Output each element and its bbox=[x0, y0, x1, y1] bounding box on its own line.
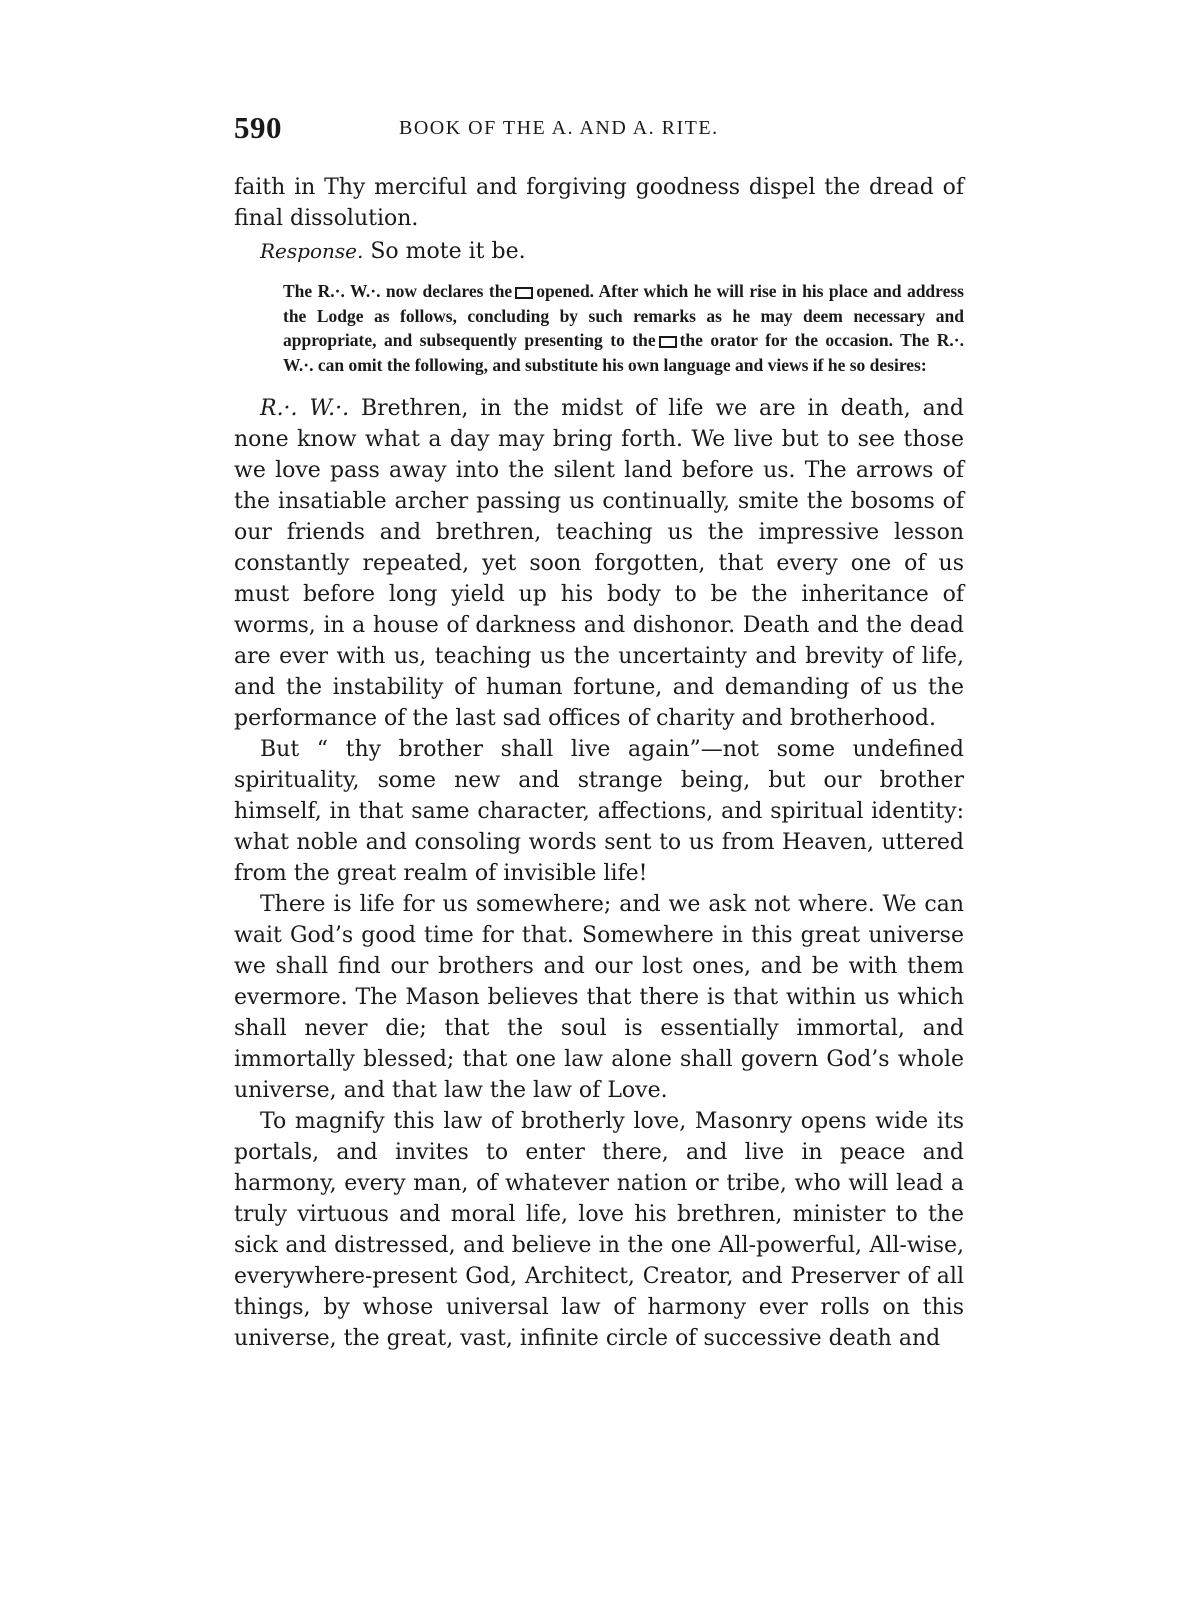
address-paragraph-4: To magnify this law of brotherly love, Masonry opens wide its portals, and invites to enter there, and live in peace and harmony, every man, of whatever nation or tribe, who will lead a truly virtuous and moral life, love his brethren, minister to the sick and distressed, and believe in the one All-powerful, All-wise, everywhere-present God, Architect, Creator, and Preserver of all things, by whose universal law of harmony ever rolls on this universe, the great, vast, infinite circle of successive death and bbox=[234, 1109, 964, 1351]
response-label: Response. bbox=[260, 239, 364, 263]
continued-paragraph: faith in Thy merciful and forgiving goodness dispel the dread of final dissolution. bbox=[234, 175, 964, 231]
address-paragraph-2: But “ thy brother shall live again”—not some undefined spirituality, some new and strange being, but our brother himself, in that same character, affections, and spiritual identity: what noble and consoling words sent to us from Heaven, uttered from the great realm of invisible life! bbox=[234, 737, 964, 886]
speaker-label: R.·. W.·. bbox=[260, 396, 350, 421]
lodge-symbol-icon bbox=[659, 336, 677, 348]
lodge-symbol-icon bbox=[515, 287, 533, 299]
text-block bbox=[234, 172, 964, 1354]
address-paragraph-1 bbox=[234, 393, 964, 734]
rubric-instructions bbox=[283, 279, 964, 377]
page-number: 590 bbox=[234, 110, 282, 145]
running-head: BOOK OF THE A. AND A. RITE. bbox=[399, 117, 719, 139]
rubric-part-2: opened. After which he will rise in his place and address the Lodge as follows, concluding by such remarks as he may deem necessary and appropriate, and subsequently presenting to the bbox=[283, 281, 964, 350]
page-header bbox=[234, 110, 964, 150]
address-paragraph-3: There is life for us somewhere; and we ask not where. We can wait God’s good time for that. Somewhere in this great universe we shall find our brothers and our lost ones, and be with them evermore. The Mason believes that there is that within us which shall never die; that the soul is essentially immortal, and immortally blessed; that one law alone shall govern God’s whole universe, and that law the law of Love. bbox=[234, 892, 964, 1103]
address-paragraph-1-text: Brethren, in the midst of life we are in death, and none know what a day may bring forth. We live but to see those we love pass away into the silent land before us. The arrows of the insatiable archer passing us continually, smite the bosoms of our friends and brethren, teaching us the impressive lesson constantly repeated, yet soon forgotten, that every one of us must before long yield up his body to be the inheritance of worms, in a house of darkness and dishonor. Death and the dead are ever with us, teaching us the uncertainty and brevity of life, and the instability of human fortune, and demanding of us the performance of the last sad offices of charity and brotherhood. bbox=[234, 396, 964, 731]
rubric-part-3: the orator for the occasion. The R.·. W.·. can omit the following, and substitute his own language and views if he so desires: bbox=[283, 330, 964, 375]
response-line bbox=[234, 236, 964, 267]
rubric-part-1: The R.·. W.·. now declares the bbox=[283, 281, 513, 301]
response-text: So mote it be. bbox=[370, 239, 526, 264]
